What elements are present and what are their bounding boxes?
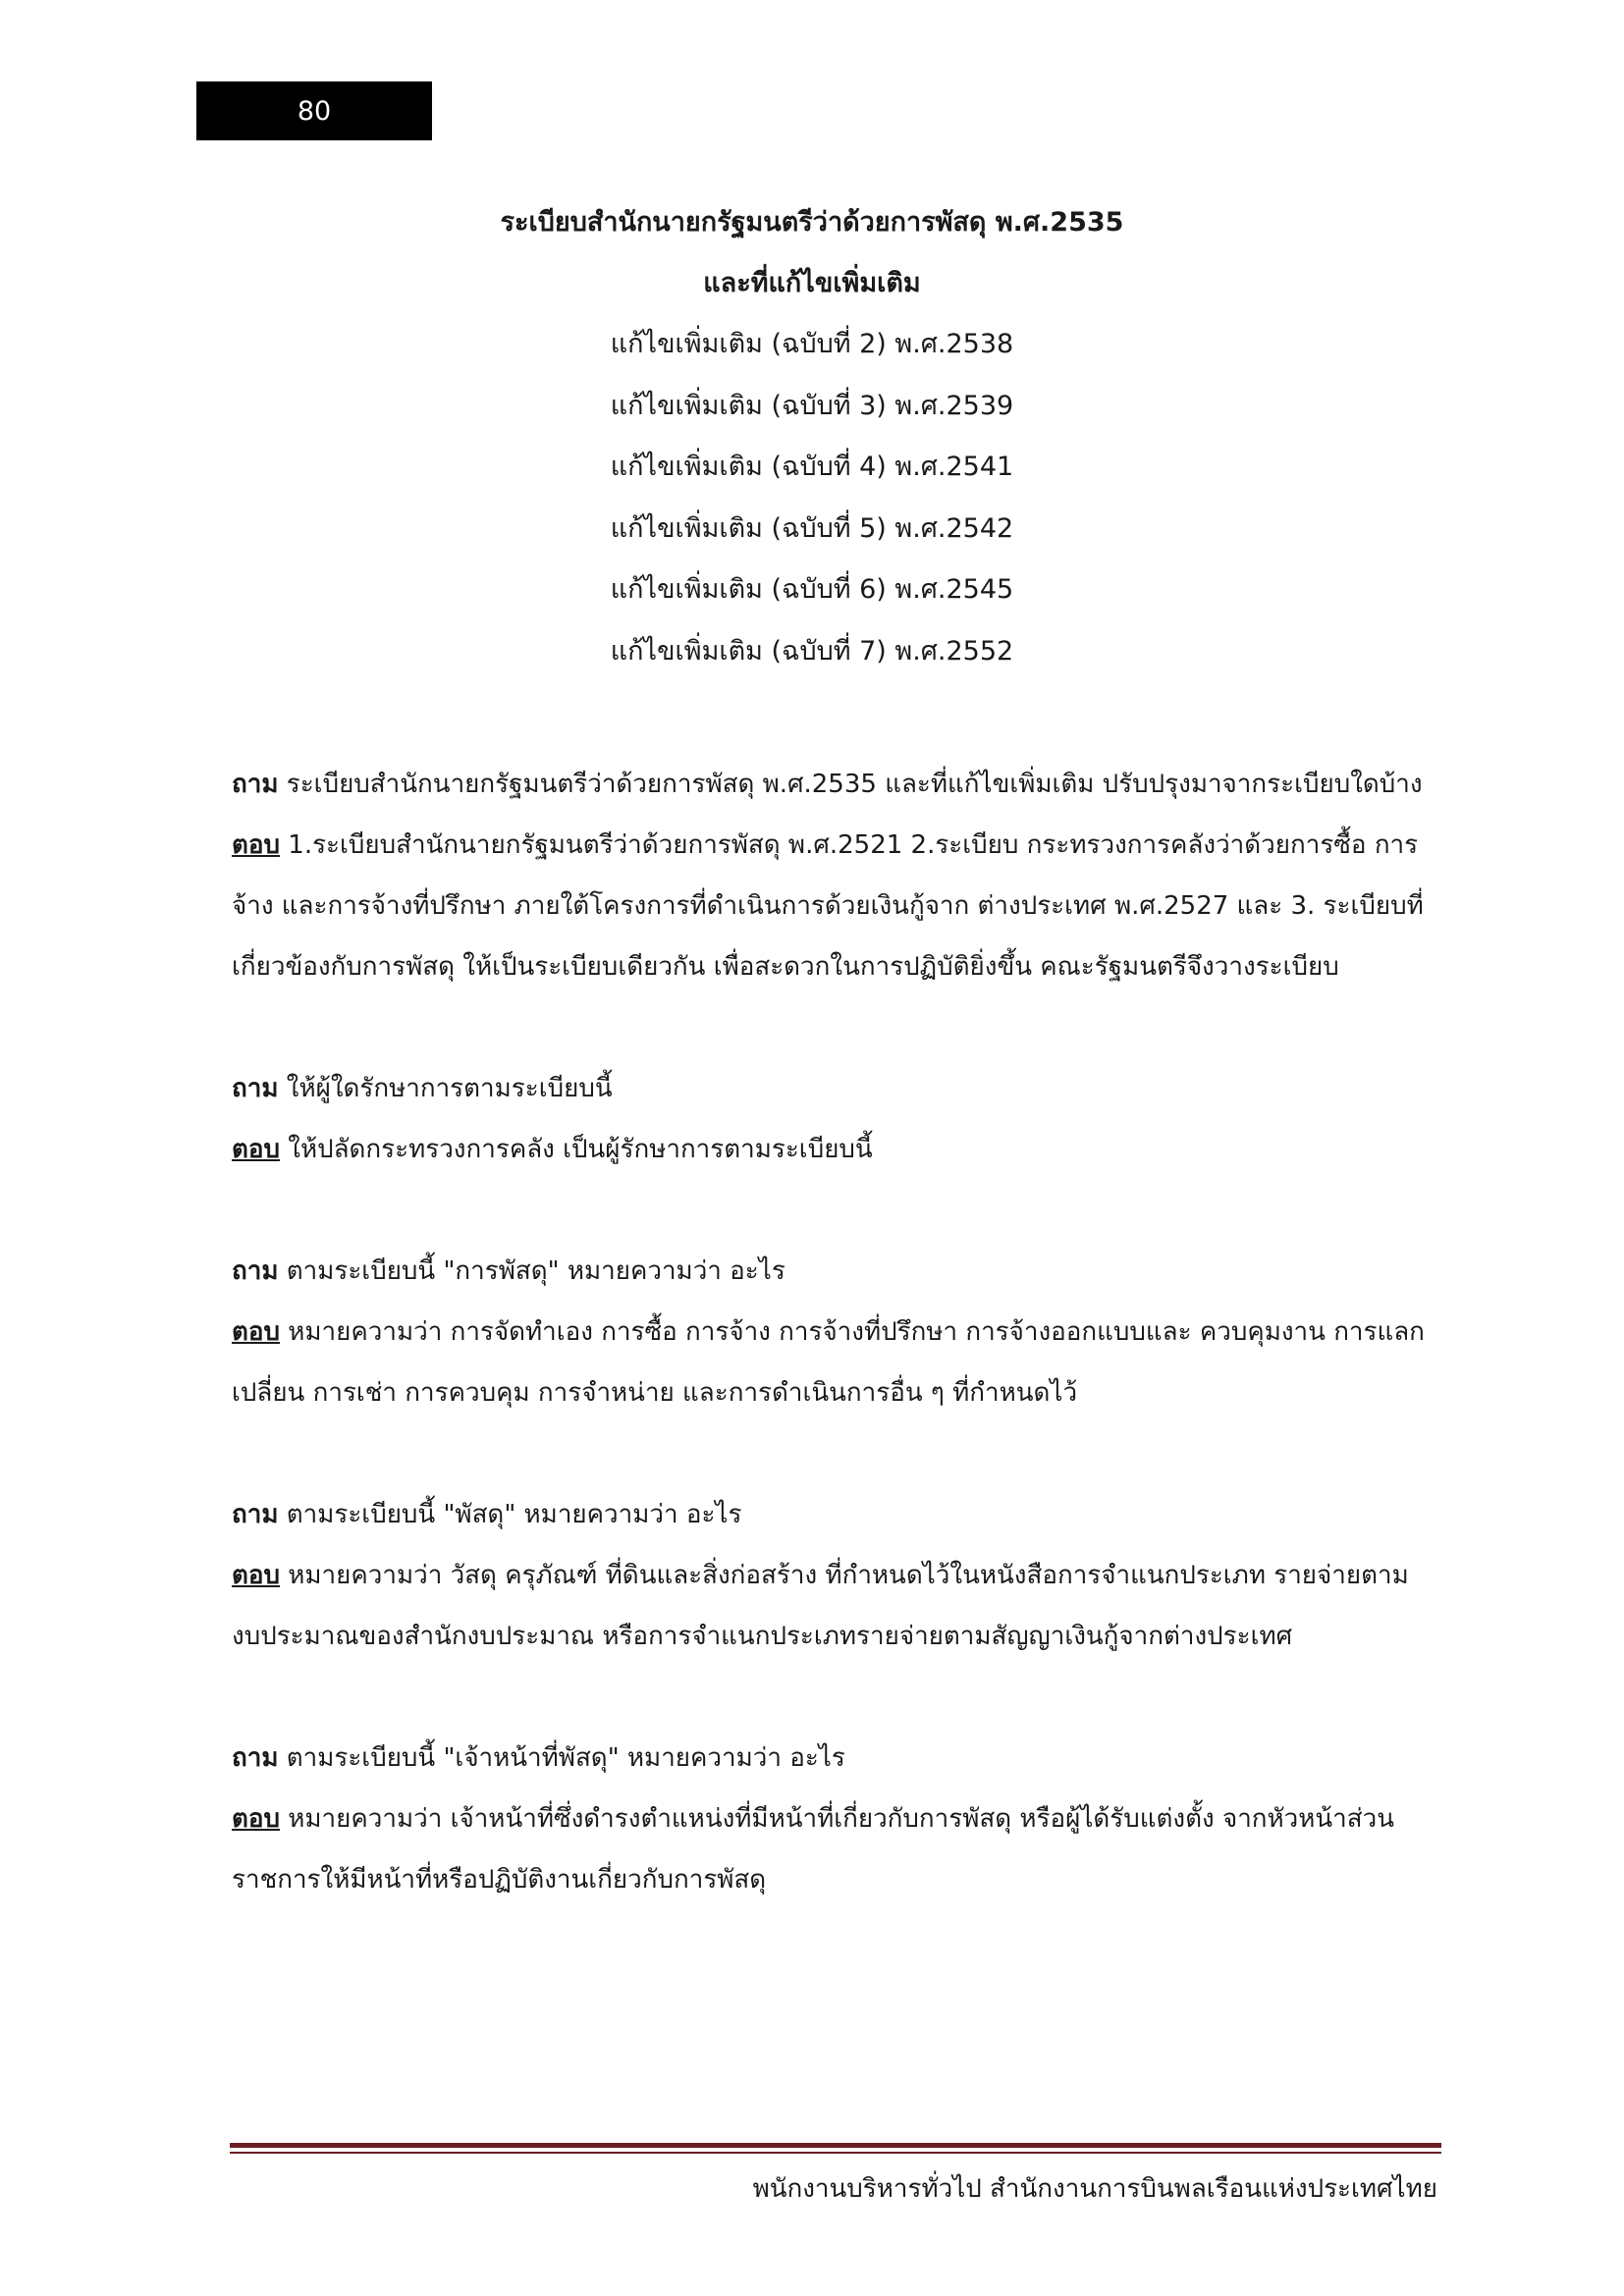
question-text: ระเบียบสำนักนายกรัฐมนตรีว่าด้วยการพัสดุ พ.ศ.2535 และที่แก้ไขเพิ่มเติม ปรับปรุงมาจากระเบียบใดบ้าง bbox=[278, 770, 1423, 799]
answer-text: ให้ปลัดกระทรวงการคลัง เป็นผู้รักษาการตามระเบียบนี้ bbox=[280, 1135, 873, 1164]
amendment-item: แก้ไขเพิ่มเติม (ฉบับที่ 4) พ.ศ.2541 bbox=[610, 452, 1014, 482]
qa-section bbox=[232, 754, 1430, 1910]
answer-text: หมายความว่า การจัดทำเอง การซื้อ การจ้าง การจ้างที่ปรึกษา การจ้างออกแบบและ ควบคุมงาน การแลกเปลี่ยน การเช่า การควบคุม การจำหน่าย และการดำเนินการอื่น ๆ ที่กำหนดไว้ bbox=[232, 1317, 1425, 1408]
question-label: ถาม bbox=[232, 1743, 279, 1773]
question-text: ตามระเบียบนี้ "เจ้าหน้าที่พัสดุ" หมายความว่า อะไร bbox=[278, 1743, 845, 1773]
question bbox=[232, 1484, 1430, 1545]
answer-label: ตอบ bbox=[232, 1804, 281, 1834]
answer bbox=[232, 815, 1430, 997]
answer bbox=[232, 1119, 1430, 1180]
answer-label: ตอบ bbox=[232, 1135, 281, 1164]
answer-label: ตอบ bbox=[232, 830, 281, 860]
amendment-item: แก้ไขเพิ่มเติม (ฉบับที่ 5) พ.ศ.2542 bbox=[610, 512, 1014, 544]
answer bbox=[232, 1545, 1430, 1667]
answer bbox=[232, 1302, 1430, 1423]
qa-item bbox=[232, 754, 1430, 997]
question bbox=[232, 754, 1430, 815]
amendment-item: แก้ไขเพิ่มเติม (ฉบับที่ 7) พ.ศ.2552 bbox=[610, 635, 1014, 667]
amendment-list bbox=[0, 314, 1624, 682]
footer-divider bbox=[230, 2143, 1441, 2148]
page-number: 80 bbox=[196, 81, 432, 140]
question-label: ถาม bbox=[232, 1500, 279, 1529]
qa-item bbox=[232, 1241, 1430, 1423]
question bbox=[232, 1728, 1430, 1789]
answer-label: ตอบ bbox=[232, 1317, 281, 1347]
document-header bbox=[0, 192, 1624, 682]
answer-label: ตอบ bbox=[232, 1561, 281, 1590]
qa-item bbox=[232, 1484, 1430, 1667]
answer-text: 1.ระเบียบสำนักนายกรัฐมนตรีว่าด้วยการพัสดุ พ.ศ.2521 2.ระเบียบ กระทรวงการคลังว่าด้วยการซื้อ การจ้าง และการจ้างที่ปรึกษา ภายใต้โครงการที่ดำเนินการด้วยเงินกู้จาก ต่างประเทศ พ.ศ.2527 และ 3. ระเบียบที่เกี่ยวข้องกับการพัสดุ ให้เป็นระเบียบเดียวกัน เพื่อสะดวกในการปฏิบัติยิ่งขึ้น คณะรัฐมนตรีจึงวางระเบียบ bbox=[232, 830, 1424, 982]
question-text: ตามระเบียบนี้ "พัสดุ" หมายความว่า อะไร bbox=[278, 1500, 742, 1529]
answer-text: หมายความว่า วัสดุ ครุภัณฑ์ ที่ดินและสิ่งก่อสร้าง ที่กำหนดไว้ในหนังสือการจำแนกประเภท รายจ่ายตามงบประมาณของสำนักงบประมาณ หรือการจำแนกประเภทรายจ่ายตามสัญญาเงินกู้จากต่างประเทศ bbox=[232, 1561, 1409, 1651]
question bbox=[232, 1058, 1430, 1119]
document-title: ระเบียบสำนักนายกรัฐมนตรีว่าด้วยการพัสดุ พ.ศ.2535 bbox=[500, 207, 1124, 238]
question-text: ตามระเบียบนี้ "การพัสดุ" หมายความว่า อะไร bbox=[278, 1256, 785, 1286]
amendment-item: แก้ไขเพิ่มเติม (ฉบับที่ 3) พ.ศ.2539 bbox=[610, 390, 1014, 421]
qa-item bbox=[232, 1058, 1430, 1180]
question-label: ถาม bbox=[232, 1256, 279, 1286]
page-footer: พนักงานบริหารทั่วไป สำนักงานการบินพลเรือนแห่งประเทศไทย bbox=[752, 2174, 1437, 2204]
answer-text: หมายความว่า เจ้าหน้าที่ซึ่งดำรงตำแหน่งที่มีหน้าที่เกี่ยวกับการพัสดุ หรือผู้ได้รับแต่งตั้ง จากหัวหน้าส่วนราชการให้มีหน้าที่หรือปฏิบัติงานเกี่ยวกับการพัสดุ bbox=[232, 1804, 1395, 1895]
footer-divider-thin bbox=[230, 2152, 1441, 2154]
qa-item bbox=[232, 1728, 1430, 1910]
question-text: ให้ผู้ใดรักษาการตามระเบียบนี้ bbox=[278, 1074, 613, 1103]
question bbox=[232, 1241, 1430, 1302]
amendment-item: แก้ไขเพิ่มเติม (ฉบับที่ 6) พ.ศ.2545 bbox=[610, 574, 1014, 605]
amendment-item: แก้ไขเพิ่มเติม (ฉบับที่ 2) พ.ศ.2538 bbox=[610, 329, 1014, 359]
document-subtitle: และที่แก้ไขเพิ่มเติม bbox=[703, 268, 921, 298]
answer bbox=[232, 1789, 1430, 1910]
question-label: ถาม bbox=[232, 1074, 279, 1103]
question-label: ถาม bbox=[232, 770, 279, 799]
